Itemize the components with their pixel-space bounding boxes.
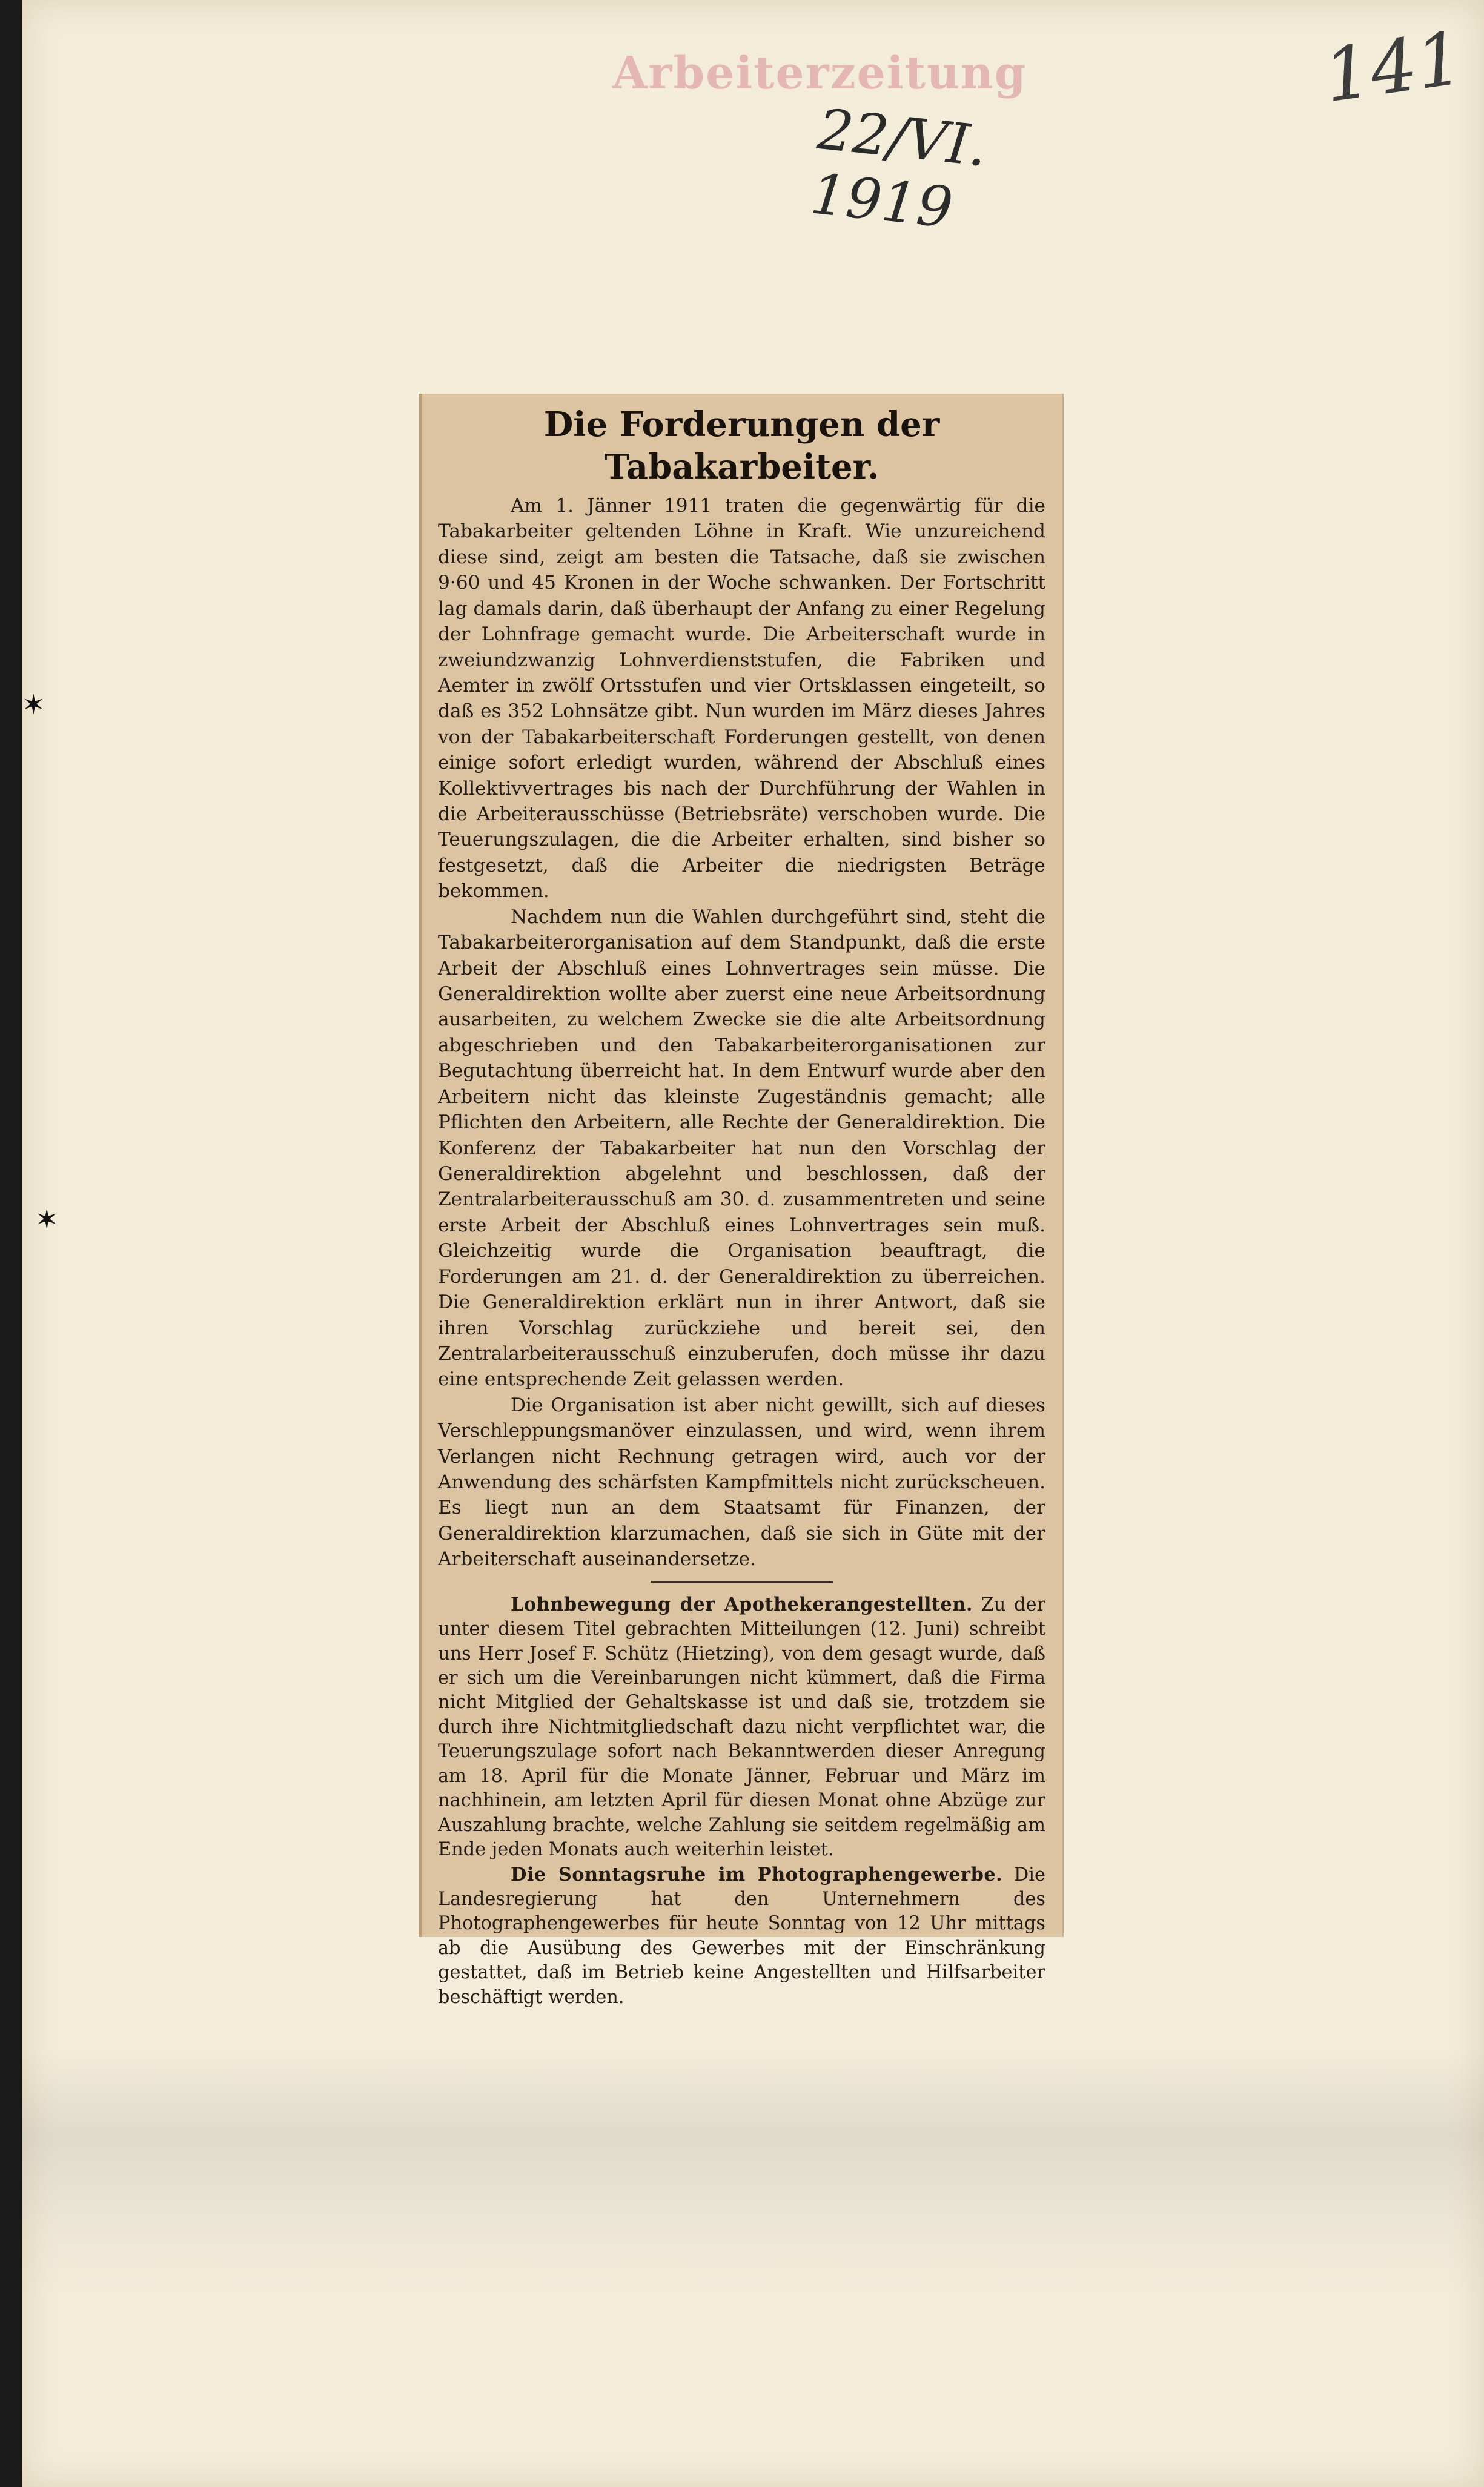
- handwritten-date: 22/VI. 1919: [807, 97, 990, 241]
- punch-hole-mark: ✶: [22, 688, 45, 721]
- newspaper-clipping: [419, 394, 1064, 2008]
- news-item-title: Lohnbewegung der Apothekerangestellten.: [511, 1593, 973, 1615]
- article-paragraph: Nachdem nun die Wahlen durchgeführt sind, steht die Tabakarbeiterorganisation auf dem Standpunkt, daß die erste Arbeit der Abschluß eines Lohnvertrages sein müsse. Die Generaldirektion wollte aber zuerst eine neue Arbeitsordnung ausarbeiten, zu welchem Zwecke sie die alte Arbeitsordnung abgeschrieben und den Tabakarbeiterorganisationen zur Begutachtung überreicht hat. In dem Entwurf wurde aber den Arbeitern nicht das kleinste Zugeständnis gemacht; alle Pflichten den Arbeitern, alle Rechte der Generaldirektion. Die Konferenz der Tabakarbeiter hat nun den Vorschlag der Generaldirektion abgelehnt und beschlossen, daß der Zentralarbeiterausschuß am 30. d. zusammentreten und seine erste Arbeit der Abschluß eines Lohnvertrages sein muß. Gleichzeitig wurde die Organisation beauftragt, die Forderungen am 21. d. der Generaldirektion zu überreichen. Die Generaldirektion erklärt nun in ihrer Antwort, daß sie ihren Vorschlag zurückziehe und bereit sei, den Zentralarbeiterausschuß einzuberufen, doch müsse ihr dazu eine entsprechende Zeit gelassen werden.: [438, 906, 1045, 1391]
- article-paragraph: Am 1. Jänner 1911 traten die gegenwärtig für die Tabakarbeiter geltenden Löhne in Kraft. Wie unzureichend diese sind, zeigt am besten die Tatsache, daß sie zwischen 9·60 und 45 Kronen in der Woche schwanken. Der Fortschritt lag damals darin, daß überhaupt der Anfang zu einer Regelung der Lohnfrage gemacht wurde. Die Arbeiterschaft wurde in zweiundzwanzig Lohnverdienststufen, die Fabriken und Aemter in zwölf Ortsstufen und vier Ortsklassen eingeteilt, so daß es 352 Lohnsätze gibt. Nun wurden im März dieses Jahres von der Tabakarbeiterschaft Forderungen gestellt, von denen einige sofort erledigt wurden, während der Abschluß eines Kollektivvertrages bis nach der Durchführung der Wahlen in die Arbeiterausschüsse (Betriebsräte) verschoben wurde. Die Teuerungszulagen, die die Arbeiter erhalten, sind bisher so festgesetzt, daß die Arbeiter die niedrigsten Beträge bekommen.: [438, 495, 1045, 902]
- article-headline: Die Forderungen der Tabakarbeiter.: [543, 405, 940, 487]
- news-item-text: Die Landesregierung hat den Unternehmern des Photographengewerbes für heute Sonntag von 12 Uhr mittags ab die Ausübung des Gewerbes mit der Einschränkung gestattet, daß im Betrieb keine Angestellten und Hilfsarbeiter beschäftigt werden.: [438, 1864, 1045, 2008]
- news-item: [438, 1863, 1045, 2010]
- punch-hole-mark: ✶: [35, 1203, 59, 1236]
- article-paragraph: Die Organisation ist aber nicht gewillt, sich auf dieses Verschleppungsmanöver einzulassen, und wird, wenn ihrem Verlangen nicht Rechnung getragen wird, auch vor der Anwendung des schärfsten Kampfmittels nicht zurückscheuen. Es liegt nun an dem Staatsamt für Finanzen, der Generaldirektion klarzumachen, daß sie sich in Güte mit der Arbeiterschaft auseinandersetze.: [438, 1394, 1045, 1571]
- section-divider: [651, 1581, 833, 1583]
- archive-stamp: Arbeiterzeitung: [612, 47, 1027, 99]
- news-item: [438, 1592, 1045, 1863]
- news-item-text: Zu der unter diesem Titel gebrachten Mitteilungen (12. Juni) schreibt uns Herr Josef F. Schütz (Hietzing), von dem gesagt wurde, daß er sich um die Vereinbarungen nicht kümmert, daß die Firma nicht Mitglied der Gehaltskasse ist und daß sie, trotzdem sie durch ihre Nichtmitgliedschaft dazu nicht verpflichtet war, die Teuerungszulage sofort nach Bekanntwerden dieser Anregung am 18. April für die Monate Jänner, Februar und März im nachhinein, am letzten April für diesen Monat ohne Abzüge zur Auszahlung brachte, welche Zahlung sie seitdem regelmäßig am Ende jeden Monats auch weiterhin leistet.: [438, 1594, 1045, 1861]
- handwritten-page-number: 141: [1319, 16, 1468, 119]
- news-item-title: Die Sonntagsruhe im Photographengewerbe.: [511, 1863, 1003, 1886]
- news-items: [438, 1592, 1045, 2010]
- archive-page: [22, 0, 1484, 2487]
